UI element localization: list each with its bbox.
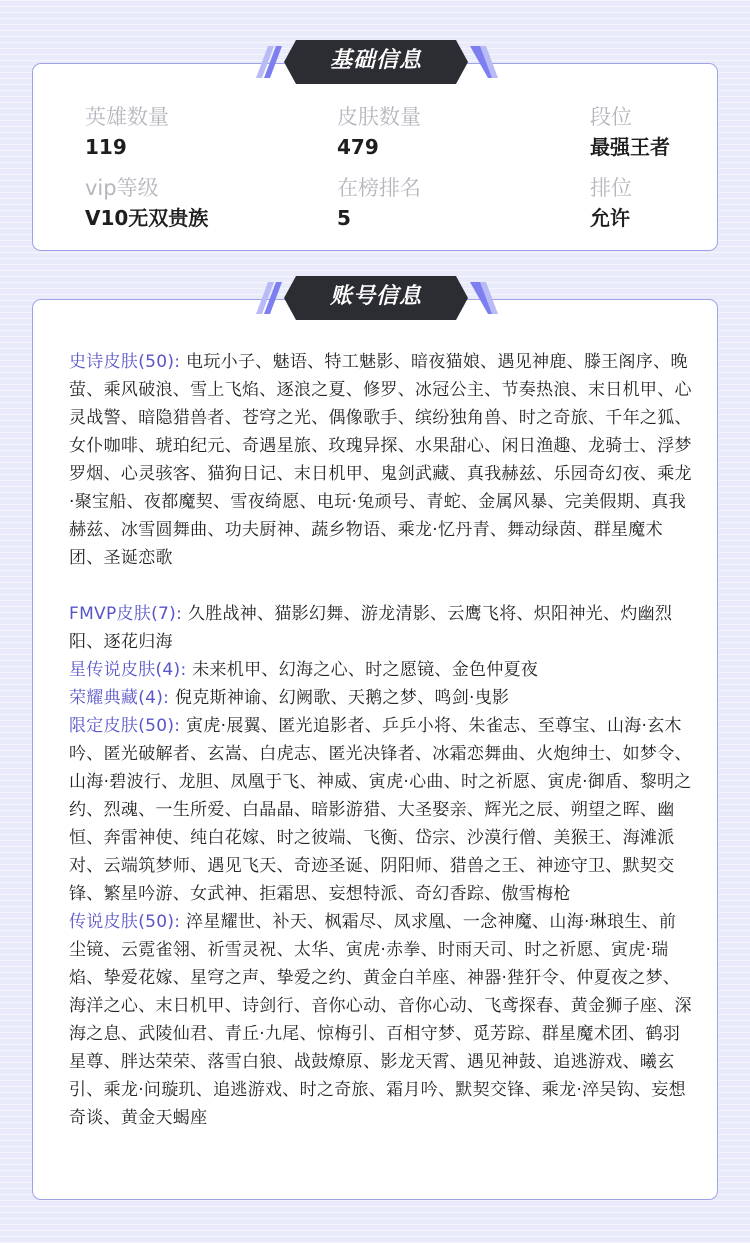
legend-skins-label: 传说皮肤(50):	[69, 912, 181, 932]
epic-skins-label: 史诗皮肤(50):	[69, 352, 181, 372]
rank-tier-value: 最强王者	[590, 135, 670, 159]
fmvp-skins-content: 久胜战神、猫影幻舞、游龙清影、云鹰飞将、炽阳神光、灼幽烈阳、逐花归海	[69, 604, 673, 652]
star-legend-skins-content: 未来机甲、幻海之心、时之愿镜、金色仲夏夜	[192, 660, 539, 680]
glory-collection-block	[69, 684, 693, 712]
rank-tier-cell	[590, 102, 750, 162]
ranked-status-label: 排位	[590, 176, 632, 200]
rank-tier-label: 段位	[590, 105, 632, 129]
ranked-status-value: 允许	[590, 206, 630, 230]
leaderboard-rank-value: 5	[337, 206, 351, 230]
vip-level-cell	[85, 173, 305, 233]
account-info-header	[248, 274, 504, 322]
basic-info-header	[248, 38, 504, 86]
account-info-title: 账号信息	[329, 284, 422, 309]
star-legend-skins-label: 星传说皮肤(4):	[69, 660, 187, 680]
account-skin-list	[69, 348, 693, 1132]
basic-info-title: 基础信息	[329, 48, 422, 73]
skin-count-value: 479	[337, 135, 379, 159]
skin-count-label: 皮肤数量	[337, 105, 421, 129]
leaderboard-rank-label: 在榜排名	[337, 176, 421, 200]
skin-count-cell	[337, 102, 557, 162]
limited-skins-block	[69, 712, 693, 908]
legend-skins-block	[69, 908, 693, 1132]
limited-skins-content: 寅虎·展翼、匿光追影者、乒乒小将、朱雀志、至尊宝、山海·玄木吟、匿光破解者、玄嵩、白虎志、匿光决锋者、冰霜恋舞曲、火炮绅士、如梦令、山海·碧波行、龙胆、凤凰于飞、神威、寅虎·心曲、时之祈愿、寅虎·御盾、黎明之约、烈魂、一生所爱、白晶晶、暗影游猎、大圣娶亲、辉光之辰、朔望之晖、幽恒、奔雷神使、纯白花嫁、时之彼端、飞衡、岱宗、沙漠行僧、美猴王、海滩派对、云端筑梦师、遇见飞天、奇迹圣诞、阴阳师、猎兽之王、神迹守卫、默契交锋、繁星吟游、女武神、拒霜思、妄想特派、奇幻香踪、傲雪梅枪	[69, 716, 692, 904]
leaderboard-rank-cell	[337, 173, 557, 233]
account-info-card	[32, 299, 718, 1200]
limited-skins-label: 限定皮肤(50):	[69, 716, 181, 736]
glory-collection-label: 荣耀典藏(4):	[69, 688, 170, 708]
basic-info-card	[32, 63, 718, 251]
fmvp-skins-block	[69, 600, 693, 656]
fmvp-skins-label: FMVP皮肤(7):	[69, 604, 183, 624]
epic-skins-content: 电玩小子、魅语、特工魅影、暗夜猫娘、遇见神鹿、滕王阁序、晚萤、乘风破浪、雪上飞焰、逐浪之夏、修罗、冰冠公主、节奏热浪、末日机甲、心灵战警、暗隐猎兽者、苍穹之光、偶像歌手、缤纷独角兽、时之奇旅、千年之狐、女仆咖啡、琥珀纪元、奇遇星旅、玫瑰异探、水果甜心、闲日渔趣、龙骑士、浮梦罗烟、心灵骇客、猫狗日记、末日机甲、鬼剑武藏、真我赫兹、乐园奇幻夜、乘龙·聚宝船、夜都魔契、雪夜绮愿、电玩·兔顽号、青蛇、金属风暴、完美假期、真我赫兹、冰雪圆舞曲、功夫厨神、蔬乡物语、乘龙·忆丹青、舞动绿茵、群星魔术团、圣诞恋歌	[69, 352, 692, 568]
hero-count-label: 英雄数量	[85, 105, 169, 129]
legend-skins-content: 淬星耀世、补天、枫霜尽、凤求凰、一念神魔、山海·琳琅生、前尘镜、云霓雀翎、祈雪灵祝、太华、寅虎·赤拳、时雨天司、时之祈愿、寅虎·瑞焰、挚爱花嫁、星穹之声、挚爱之约、黄金白羊座、神器·狴犴令、仲夏夜之梦、海洋之心、末日机甲、诗剑行、音你心动、音你心动、飞鸢探春、黄金狮子座、深海之息、武陵仙君、青丘·九尾、惊梅引、百相守梦、觅芳踪、群星魔术团、鹤羽星尊、胖达荣荣、落雪白狼、战鼓燎原、影龙天霄、遇见神鼓、追逃游戏、曦玄引、乘龙·问璇玑、追逃游戏、时之奇旅、霜月吟、默契交锋、乘龙·淬吴钩、妄想奇谈、黄金天蝎座	[69, 912, 692, 1128]
epic-skins-block	[69, 348, 693, 572]
ranked-status-cell	[590, 173, 750, 233]
star-legend-skins-block	[69, 656, 693, 684]
vip-level-label: vip等级	[85, 176, 159, 200]
hero-count-cell	[85, 102, 305, 162]
vip-level-value: V10无双贵族	[85, 206, 209, 230]
glory-collection-content: 倪克斯神谕、幻阙歌、天鹅之梦、鸣剑·曳影	[174, 688, 510, 708]
hero-count-value: 119	[85, 135, 127, 159]
